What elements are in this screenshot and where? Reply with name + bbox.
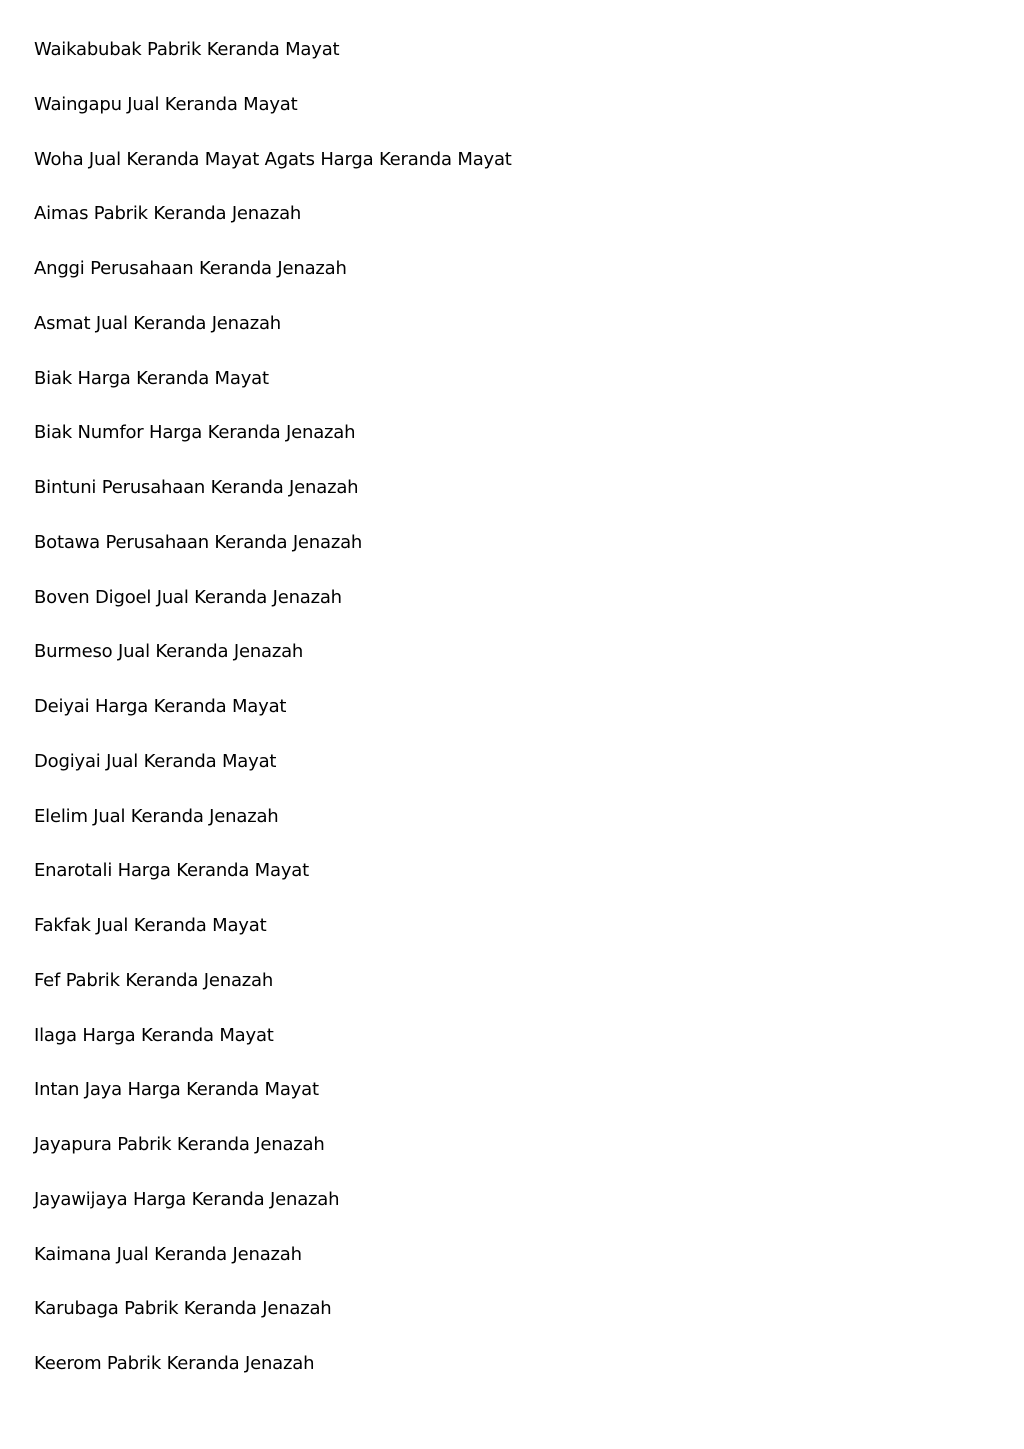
list-item: Karubaga Pabrik Keranda Jenazah [34,1298,332,1320]
list-item: Bintuni Perusahaan Keranda Jenazah [34,477,359,498]
list-item: Ilaga Harga Keranda Mayat [34,1024,274,1046]
list-item: Enarotali Harga Keranda Mayat [34,860,309,882]
list-item: Jayapura Pabrik Keranda Jenazah [34,1134,325,1155]
list-item: Asmat Jual Keranda Jenazah [34,312,282,334]
list-item: Fakfak Jual Keranda Mayat [34,915,267,936]
entry-list [34,36,512,1405]
list-item: Fef Pabrik Keranda Jenazah [34,969,274,991]
list-item: Jayawijaya Harga Keranda Jenazah [34,1188,340,1210]
list-item: Anggi Perusahaan Keranda Jenazah [34,258,347,279]
list-item: Deiyai Harga Keranda Mayat [34,696,287,717]
list-item: Keerom Pabrik Keranda Jenazah [34,1353,315,1374]
list-item: Kaimana Jual Keranda Jenazah [34,1243,302,1265]
list-item: Waingapu Jual Keranda Mayat [34,93,298,115]
list-item: Intan Jaya Harga Keranda Mayat [34,1079,319,1101]
list-item: Biak Numfor Harga Keranda Jenazah [34,422,356,444]
list-item: Biak Harga Keranda Mayat [34,367,269,389]
list-item: Woha Jual Keranda Mayat Agats Harga Keranda Mayat [34,148,512,170]
list-item: Waikabubak Pabrik Keranda Mayat [34,39,340,60]
list-item: Aimas Pabrik Keranda Jenazah [34,203,302,225]
list-item: Dogiyai Jual Keranda Mayat [34,750,277,772]
list-item: Botawa Perusahaan Keranda Jenazah [34,531,363,553]
list-item: Elelim Jual Keranda Jenazah [34,805,279,827]
list-item: Burmeso Jual Keranda Jenazah [34,641,304,663]
list-item: Boven Digoel Jual Keranda Jenazah [34,586,342,608]
